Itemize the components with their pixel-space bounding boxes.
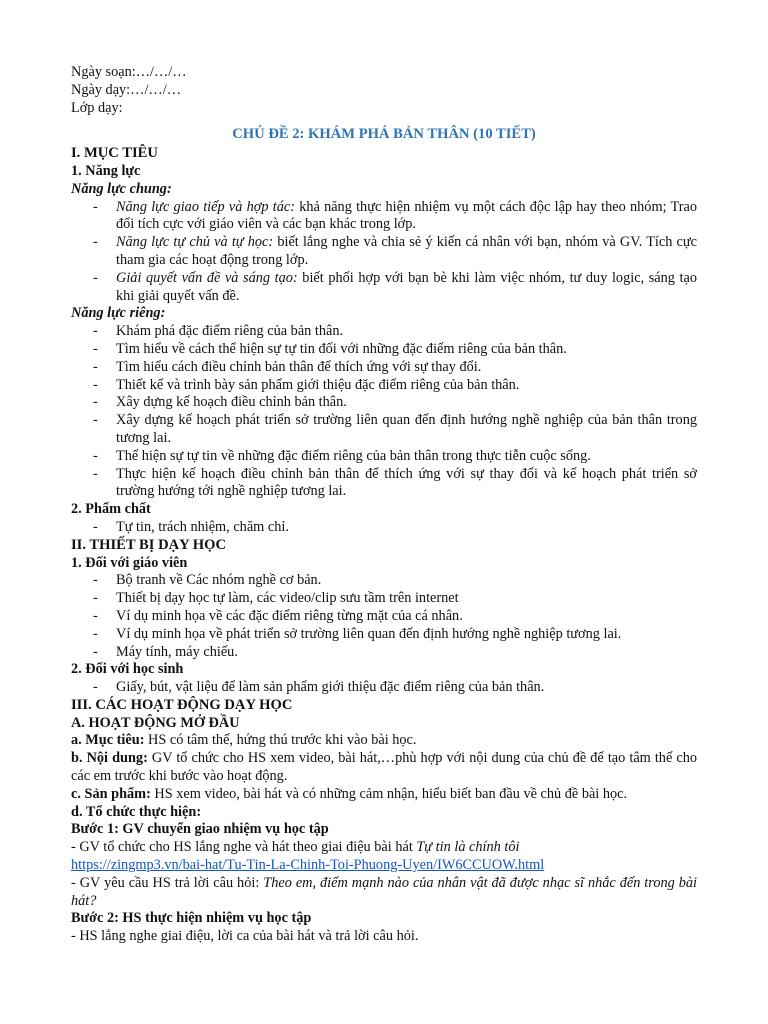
hoat-dong-mo-dau-heading: A. HOẠT ĐỘNG MỞ ĐẦU — [71, 714, 240, 731]
list-item: - Bộ tranh về Các nhóm nghề cơ bản. — [93, 572, 322, 589]
nang-luc-rieng-list — [71, 323, 697, 501]
buoc-1-line-1: - GV tổ chức cho HS lắng nghe và hát theo giai điệu bài hát Tự tin là chính tôi — [71, 839, 520, 856]
gv-list — [71, 572, 697, 661]
list-item: - Tự tin, trách nhiệm, chăm chỉ. — [93, 518, 289, 535]
buoc-2-heading: Bước 2: HS thực hiện nhiệm vụ học tập — [71, 910, 312, 927]
buoc-1-heading: Bước 1: GV chuyển giao nhiệm vụ học tập — [71, 821, 329, 838]
list-item: - Thực hiện kế hoạch điều chỉnh bản thân để thích ứng với sự thay đổi và kế hoạch phát triển sở trường hướng tới nghề nghiệp tương lai. — [93, 465, 697, 500]
list-item: - Ví dụ minh họa về phát triển sở trường liên quan đến định hướng nghề nghiệp tương lai. — [93, 625, 622, 642]
pham-chat-heading: 2. Phẩm chất — [71, 501, 151, 518]
noi-dung-paragraph: b. Nội dung: GV tổ chức cho HS xem video, bài hát,…phù hợp với nội dung của chủ đề để tạo tâm thế cho các em trước khi bước vào hoạt động. — [71, 750, 697, 785]
section-thiet-bi-heading: II. THIẾT BỊ DẠY HỌC — [71, 536, 227, 553]
list-item: - Tìm hiểu về cách thể hiện sự tự tin đối với những đặc điểm riêng của bản thân. — [93, 340, 567, 357]
nang-luc-heading: 1. Năng lực — [71, 162, 141, 179]
san-pham-paragraph: c. Sản phẩm: HS xem video, bài hát và có những cảm nhận, hiểu biết ban đầu về chủ đề bài học. — [71, 785, 628, 802]
list-item: - Xây dựng kế hoạch phát triển sở trường liên quan đến định hướng nghề nghiệp của bản thân trong tương lai. — [93, 412, 697, 446]
doi-voi-hs-heading: 2. Đối với học sinh — [71, 661, 184, 678]
song-link-line — [71, 857, 697, 875]
doi-voi-gv-heading: 1. Đối với giáo viên — [71, 554, 188, 571]
list-item: - Giấy, bút, vật liệu để làm sản phẩm giới thiệu đặc điểm riêng của bản thân. — [93, 679, 545, 696]
list-item: - Năng lực giao tiếp và hợp tác: khả năng thực hiện nhiệm vụ một cách độc lập hay theo nhóm; Trao đổi tích cực với giáo viên và các bạn khác trong lớp. — [93, 198, 697, 233]
buoc-1-line-2: - GV yêu cầu HS trả lời câu hỏi: Theo em, điểm mạnh nào của nhân vật đã được nhạc sĩ nhắc đến trong bài hát? — [71, 874, 697, 909]
nang-luc-chung-list — [71, 199, 697, 306]
buoc-2-line-1: - HS lắng nghe giai điệu, lời ca của bài hát và trả lời câu hỏi. — [71, 928, 419, 945]
song-link[interactable]: https://zingmp3.vn/bai-hat/Tu-Tin-La-Chinh-Toi-Phuong-Uyen/IW6CCUOW.html — [71, 857, 545, 874]
list-item: - Thể hiện sự tự tin về những đặc điểm riêng của bản thân trong thực tiễn cuộc sống. — [93, 447, 591, 464]
dash-bullet: - — [93, 269, 98, 286]
pham-chat-list — [71, 519, 697, 537]
list-item: - Thiết bị dạy học tự làm, các video/clip sưu tầm trên internet — [93, 590, 459, 607]
ngay-soan: Ngày soạn:…/…/… — [71, 64, 187, 80]
document-page — [71, 64, 697, 946]
to-chuc-heading: d. Tổ chức thực hiện: — [71, 803, 202, 820]
list-item: - Năng lực tự chủ và tự học: biết lắng nghe và chia sẻ ý kiến cá nhân với bạn, nhóm và GV. Tích cực tham gia các hoạt động trong lớp. — [93, 234, 697, 268]
document-title: CHỦ ĐỀ 2: KHÁM PHÁ BẢN THÂN (10 TIẾT) — [232, 126, 536, 143]
list-item: - Giải quyết vấn đề và sáng tạo: biết phối hợp với bạn bè khi làm việc nhóm, tư duy logic, sáng tạo khi giải quyết vấn đề. — [93, 269, 697, 304]
muc-tieu-paragraph: a. Mục tiêu: HS có tâm thế, hứng thú trước khi vào bài học. — [71, 732, 417, 749]
section-hoat-dong-heading: III. CÁC HOẠT ĐỘNG DẠY HỌC — [71, 696, 293, 713]
nang-luc-chung-label: Năng lực chung: — [71, 180, 172, 197]
list-item: - Máy tính, máy chiếu. — [93, 643, 238, 660]
section-muc-tieu-heading: I. MỤC TIÊU — [71, 145, 158, 162]
list-item: - Khám phá đặc điểm riêng của bản thân. — [93, 323, 344, 340]
lop-day: Lớp dạy: — [71, 99, 123, 116]
dash-bullet: - — [93, 234, 98, 251]
ngay-day: Ngày dạy:…/…/… — [71, 81, 181, 98]
list-item: - Thiết kế và trình bày sản phẩm giới thiệu đặc điểm riêng của bản thân. — [93, 376, 520, 393]
dash-bullet: - — [93, 198, 98, 215]
nang-luc-rieng-label: Năng lực riêng: — [71, 305, 166, 322]
hs-list — [71, 679, 697, 697]
list-item: - Ví dụ minh họa về các đặc điểm riêng từng mặt của cá nhân. — [93, 607, 463, 624]
list-item: - Xây dựng kế hoạch điều chỉnh bản thân. — [93, 394, 347, 411]
list-item: - Tìm hiểu cách điều chỉnh bản thân để thích ứng với sự thay đổi. — [93, 358, 482, 375]
